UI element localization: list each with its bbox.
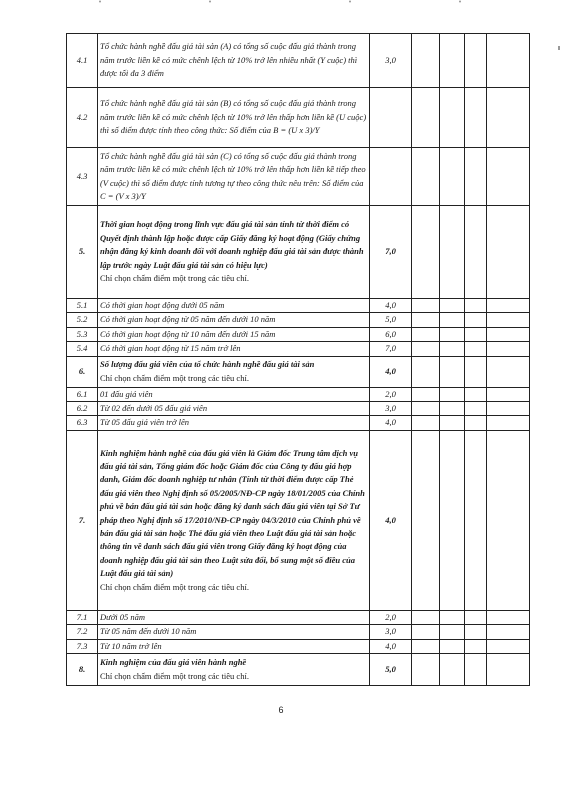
empty-cell — [465, 206, 487, 299]
empty-cell — [412, 34, 440, 88]
criterion-text: Có thời gian hoạt động dưới 05 năm — [98, 299, 370, 313]
empty-cell — [412, 625, 440, 639]
criterion-number: 5. — [67, 206, 98, 299]
empty-cell — [465, 356, 487, 387]
scoring-table — [66, 33, 530, 686]
empty-cell — [465, 299, 487, 313]
max-score: 7,0 — [370, 206, 412, 299]
empty-cell — [412, 430, 440, 610]
table-row — [67, 387, 530, 401]
criterion-text — [98, 430, 370, 610]
table-row — [67, 402, 530, 416]
empty-cell — [440, 342, 465, 356]
empty-cell — [487, 313, 530, 327]
empty-cell — [440, 387, 465, 401]
criterion-heading: Kinh nghiệm hành nghề của đấu giá viên là Giám đốc Trung tâm dịch vụ đấu giá tài sản, Tổng giám đốc hoặc Giám đốc của Công ty đấu giá hợp danh, Giám đốc doanh nghiệp tư nhân (Tính từ thời điểm được cấp Thẻ đấu giá viên theo Nghị định số 05/2005/NĐ-CP ngày 18/01/2005 của Chính phủ về bán đấu giá tài sản hoặc đăng ký danh sách đấu giá viên tại Sở Tư pháp theo Nghị định số 17/2010/NĐ-CP ngày 04/3/2010 của Chính phủ về bán đấu giá tài sản hoặc Thẻ đấu giá viên theo Luật đấu giá tài sản hoặc thông tin về danh sách đấu giá viên trong Giấy đăng ký hoạt động của doanh nghiệp đấu giá tài sản theo Luật sửa đổi, bổ sung một số điều của Luật đấu giá tài sản) — [100, 447, 365, 579]
max-score — [370, 88, 412, 148]
top-edge-dots — [60, 0, 530, 3]
table-row — [67, 639, 530, 653]
max-score: 3,0 — [370, 402, 412, 416]
criterion-heading: Số lượng đấu giá viên của tổ chức hành nghề đấu giá tài sản — [100, 359, 315, 370]
empty-cell — [487, 639, 530, 653]
empty-cell — [412, 342, 440, 356]
empty-cell — [440, 402, 465, 416]
max-score: 4,0 — [370, 299, 412, 313]
table-row — [67, 430, 530, 610]
criterion-number: 6.3 — [67, 416, 98, 430]
empty-cell — [440, 313, 465, 327]
max-score: 2,0 — [370, 387, 412, 401]
criterion-note: Chỉ chọn chấm điểm một trong các tiêu chí. — [100, 372, 249, 383]
max-score: 4,0 — [370, 639, 412, 653]
criterion-number: 6.1 — [67, 387, 98, 401]
empty-cell — [465, 625, 487, 639]
empty-cell — [412, 327, 440, 341]
table-row — [67, 610, 530, 624]
empty-cell — [440, 206, 465, 299]
empty-cell — [440, 34, 465, 88]
page-number: 6 — [278, 705, 284, 715]
criterion-text: Từ 05 năm đến dưới 10 năm — [98, 625, 370, 639]
table-row — [67, 88, 530, 148]
max-score: 5,0 — [370, 654, 412, 686]
empty-cell — [440, 88, 465, 148]
criterion-text: Tổ chức hành nghề đấu giá tài sản (B) có tổng số cuộc đấu giá thành trong năm trước liền kề có mức chênh lệch từ 10% trở lên thấp hơn liền kề (U cuộc) thì số điểm được tính theo công thức: Số điểm của B = (U x 3)/Y — [98, 88, 370, 148]
empty-cell — [412, 356, 440, 387]
empty-cell — [465, 327, 487, 341]
max-score: 4,0 — [370, 416, 412, 430]
max-score: 3,0 — [370, 625, 412, 639]
empty-cell — [487, 148, 530, 206]
empty-cell — [465, 313, 487, 327]
criterion-number: 7.1 — [67, 610, 98, 624]
criterion-text — [98, 356, 370, 387]
empty-cell — [440, 430, 465, 610]
empty-cell — [465, 148, 487, 206]
table-row — [67, 416, 530, 430]
criterion-number: 5.4 — [67, 342, 98, 356]
criterion-number: 7.2 — [67, 625, 98, 639]
empty-cell — [487, 416, 530, 430]
empty-cell — [487, 299, 530, 313]
criterion-text: Từ 10 năm trở lên — [98, 639, 370, 653]
criterion-number: 5.3 — [67, 327, 98, 341]
criterion-text: Dưới 05 năm — [98, 610, 370, 624]
empty-cell — [487, 430, 530, 610]
empty-cell — [412, 299, 440, 313]
empty-cell — [487, 625, 530, 639]
empty-cell — [440, 148, 465, 206]
table-row — [67, 34, 530, 88]
empty-cell — [487, 34, 530, 88]
max-score: 7,0 — [370, 342, 412, 356]
criterion-number: 4.2 — [67, 88, 98, 148]
criterion-text: Có thời gian hoạt động từ 15 năm trở lên — [98, 342, 370, 356]
criterion-number: 4.3 — [67, 148, 98, 206]
criterion-note: Chỉ chọn chấm điểm một trong các tiêu chí. — [100, 581, 249, 592]
criterion-number: 6.2 — [67, 402, 98, 416]
empty-cell — [412, 639, 440, 653]
max-score: 4,0 — [370, 356, 412, 387]
empty-cell — [412, 402, 440, 416]
table-row — [67, 342, 530, 356]
criterion-note: Chỉ chọn chấm điểm một trong các tiêu chí. — [100, 273, 249, 284]
criterion-number: 5.2 — [67, 313, 98, 327]
empty-cell — [465, 88, 487, 148]
empty-cell — [465, 342, 487, 356]
empty-cell — [487, 327, 530, 341]
table-row — [67, 313, 530, 327]
criterion-text — [98, 206, 370, 299]
max-score: 3,0 — [370, 34, 412, 88]
table-row — [67, 206, 530, 299]
empty-cell — [487, 610, 530, 624]
criterion-heading: Kinh nghiệm của đấu giá viên hành nghề — [100, 657, 247, 668]
empty-cell — [465, 416, 487, 430]
criterion-note: Chỉ chọn chấm điểm một trong các tiêu chí. — [100, 670, 249, 681]
max-score: 4,0 — [370, 430, 412, 610]
criterion-text: Từ 02 đến dưới 05 đấu giá viên — [98, 402, 370, 416]
empty-cell — [412, 313, 440, 327]
max-score: 2,0 — [370, 610, 412, 624]
criterion-number: 5.1 — [67, 299, 98, 313]
empty-cell — [465, 654, 487, 686]
empty-cell — [487, 342, 530, 356]
table-row — [67, 299, 530, 313]
margin-mark — [558, 46, 560, 50]
empty-cell — [412, 654, 440, 686]
empty-cell — [412, 416, 440, 430]
empty-cell — [487, 88, 530, 148]
max-score: 6,0 — [370, 327, 412, 341]
empty-cell — [412, 610, 440, 624]
empty-cell — [465, 34, 487, 88]
criterion-number: 8. — [67, 654, 98, 686]
empty-cell — [412, 88, 440, 148]
criterion-number: 6. — [67, 356, 98, 387]
empty-cell — [487, 387, 530, 401]
max-score: 5,0 — [370, 313, 412, 327]
table-row — [67, 148, 530, 206]
empty-cell — [440, 299, 465, 313]
criterion-text: Tổ chức hành nghề đấu giá tài sản (A) có tổng số cuộc đấu giá thành trong năm trước liền kề có mức chênh lệch từ 10% trở lên nhiều nhất (Y cuộc) thì được tối đa 3 điểm — [98, 34, 370, 88]
empty-cell — [440, 610, 465, 624]
empty-cell — [440, 639, 465, 653]
criterion-text — [98, 654, 370, 686]
empty-cell — [465, 430, 487, 610]
empty-cell — [487, 654, 530, 686]
table-row — [67, 654, 530, 686]
max-score — [370, 148, 412, 206]
empty-cell — [440, 416, 465, 430]
empty-cell — [465, 610, 487, 624]
empty-cell — [465, 639, 487, 653]
criterion-number: 7.3 — [67, 639, 98, 653]
table-row — [67, 625, 530, 639]
empty-cell — [412, 387, 440, 401]
empty-cell — [487, 402, 530, 416]
empty-cell — [412, 206, 440, 299]
empty-cell — [440, 327, 465, 341]
empty-cell — [440, 625, 465, 639]
criterion-number: 4.1 — [67, 34, 98, 88]
empty-cell — [440, 356, 465, 387]
criterion-text: Từ 05 đấu giá viên trở lên — [98, 416, 370, 430]
criterion-text: Có thời gian hoạt động từ 05 năm đến dưới 10 năm — [98, 313, 370, 327]
empty-cell — [465, 402, 487, 416]
criterion-text: Có thời gian hoạt động từ 10 năm đến dưới 15 năm — [98, 327, 370, 341]
criterion-text: Tổ chức hành nghề đấu giá tài sản (C) có tổng số cuộc đấu giá thành trong năm trước liền kề có mức chênh lệch từ 10% trở lên thấp hơn liền kề tiếp theo (V cuộc) thì số điểm được tính tương tự theo công thức nêu trên: Số điểm của C = (V x 3)/Y — [98, 148, 370, 206]
empty-cell — [412, 148, 440, 206]
criterion-text: 01 đấu giá viên — [98, 387, 370, 401]
table-row — [67, 356, 530, 387]
empty-cell — [440, 654, 465, 686]
empty-cell — [487, 206, 530, 299]
criterion-heading: Thời gian hoạt động trong lĩnh vực đấu giá tài sản tính từ thời điểm có Quyết định thành lập hoặc được cấp Giấy đăng ký hoạt động (Giấy chứng nhận đăng ký kinh doanh đối với doanh nghiệp đấu giá tài sản được thành lập trước ngày Luật đấu giá tài sản có hiệu lực) — [100, 219, 364, 270]
empty-cell — [465, 387, 487, 401]
empty-cell — [487, 356, 530, 387]
criterion-number: 7. — [67, 430, 98, 610]
table-row — [67, 327, 530, 341]
